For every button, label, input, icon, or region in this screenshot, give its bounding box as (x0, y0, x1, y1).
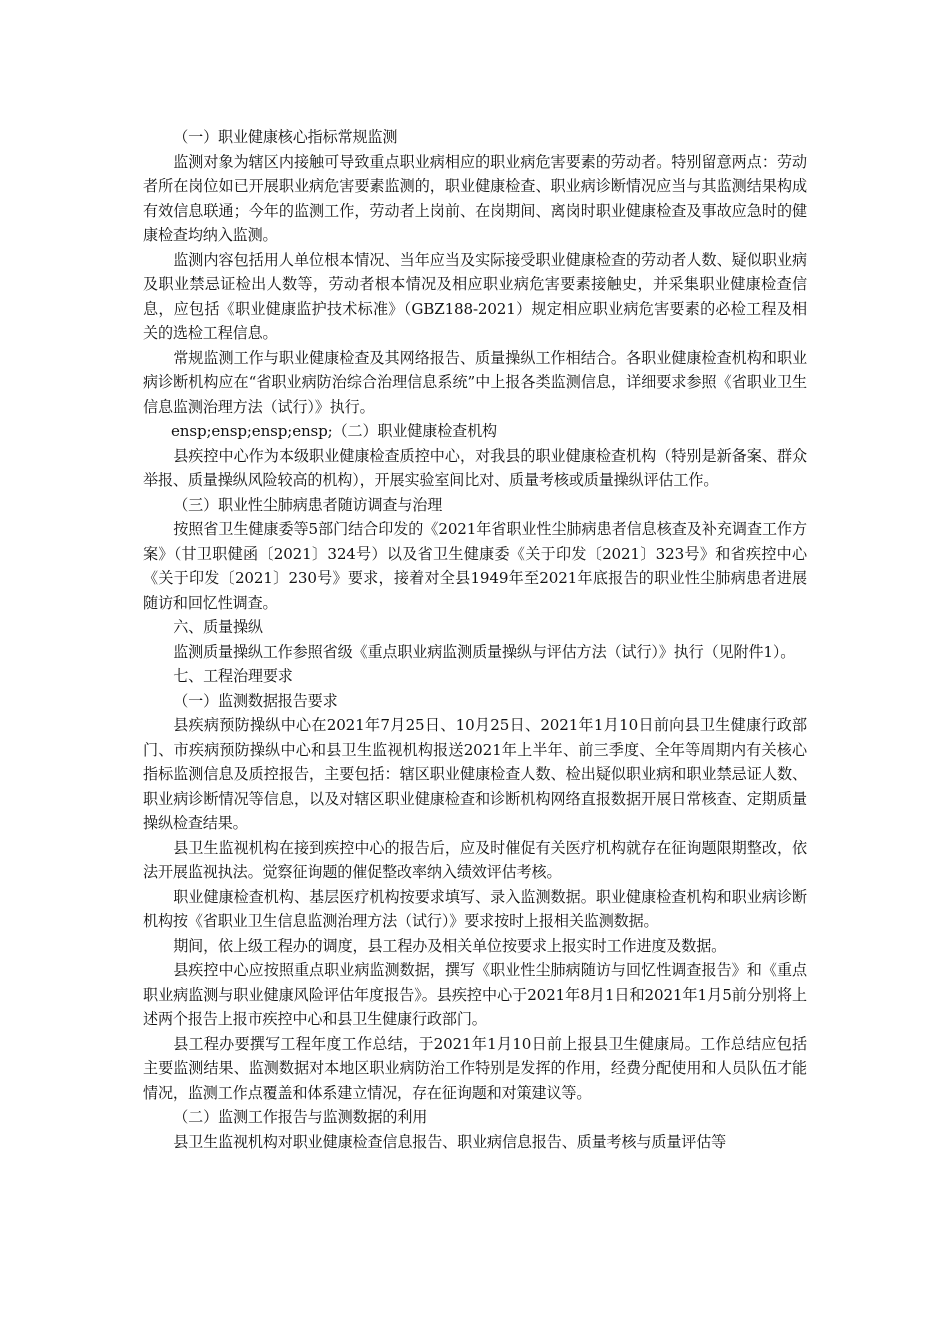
body-paragraph: 期间，依上级工程办的调度，县工程办及相关单位按要求上报实时工作进度及数据。 (173, 936, 727, 955)
body-paragraph: 县疾控中心应按照重点职业病监测数据，撰写《职业性尘肺病随访与回忆性调查报告》和《重点职业病监测与职业健康风险评估年度报告》。县疾控中心于2021年8月1日和2021年1月5前分别将上述两个报告上报市疾控中心和县卫生健康行政部门。 (143, 961, 807, 1028)
body-paragraph: 县疾病预防操纵中心在2021年7月25日、10月25日、2021年1月10日前向县卫生健康行政部门、市疾病预防操纵中心和县卫生监视机构报送2021年上半年、前三季度、全年等周期内有关核心指标监测信息及质控报告，主要包括：辖区职业健康检查人数、检出疑似职业病和职业禁忌证人数、职业病诊断情况等信息，以及对辖区职业健康检查和诊断机构网络直报数据开展日常核查、定期质量操纵检查结果。 (143, 716, 807, 832)
body-paragraph: 县工程办要撰写工程年度工作总结，于2021年1月10日前上报县卫生健康局。工作总结应包括主要监测结果、监测数据对本地区职业病防治工作特别是发挥的作用，经费分配使用和人员队伍才能情况，监测工作点覆盖和体系建立情况，存在征询题和对策建议等。 (143, 1034, 807, 1102)
body-paragraph: 常规监测工作与职业健康检查及其网络报告、质量操纵工作相结合。各职业健康检查机构和职业病诊断机构应在“省职业病防治综合治理信息系统”中上报各类监测信息，详细要求参照《省职业卫生信息监测治理方法（试行）》执行。 (143, 348, 807, 416)
section-heading: （一）监测数据报告要求 (173, 691, 338, 710)
body-paragraph: 县卫生监视机构对职业健康检查信息报告、职业病信息报告、质量考核与质量评估等 (173, 1132, 727, 1151)
body-paragraph: 职业健康检查机构、基层医疗机构按要求填写、录入监测数据。职业健康检查机构和职业病诊断机构按《省职业卫生信息监测治理方法（试行）》要求按时上报相关监测数据。 (143, 887, 807, 930)
body-paragraph: 监测内容包括用人单位根本情况、当年应当及实际接受职业健康检查的劳动者人数、疑似职业病及职业禁忌证检出人数等，劳动者根本情况及相应职业病危害要素接触史，并采集职业健康检查信息，应包括《职业健康监护技术标准》（GBZ188-2021）规定相应职业病危害要素的必检工程及相关的选检工程信息。 (143, 250, 807, 342)
section-heading: 七、工程治理要求 (173, 667, 293, 685)
section-heading: （三）职业性尘肺病患者随访调查与治理 (173, 495, 443, 514)
body-paragraph: 监测质量操纵工作参照省级《重点职业病监测质量操纵与评估方法（试行）》执行（见附件1）。 (173, 642, 796, 661)
body-paragraph: 按照省卫生健康委等5部门结合印发的《2021年省职业性尘肺病患者信息核查及补充调查工作方案》（甘卫职健函〔2021〕324号）以及省卫生健康委《关于印发〔2021〕323号》和省疾控中心《关于印发〔2021〕230号》要求，接着对全县1949年至2021年底报告的职业性尘肺病患者进展随访和回忆性调查。 (143, 520, 807, 612)
body-paragraph: 监测对象为辖区内接触可导致重点职业病相应的职业病危害要素的劳动者。特别留意两点：劳动者所在岗位如已开展职业病危害要素监测的，职业健康检查、职业病诊断情况应当与其监测结果构成有效信息联通；今年的监测工作，劳动者上岗前、在岗期间、离岗时职业健康检查及事故应急时的健康检查均纳入监测。 (143, 152, 807, 244)
section-heading: 六、质量操纵 (173, 618, 263, 636)
body-paragraph: 县疾控中心作为本级职业健康检查质控中心，对我县的职业健康检查机构（特别是新备案、群众举报、质量操纵风险较高的机构），开展实验室间比对、质量考核或质量操纵评估工作。 (143, 446, 807, 489)
section-heading: （一）职业健康核心指标常规监测 (173, 128, 398, 146)
section-heading: ensp;ensp;ensp;ensp;（二）职业健康检查机构 (171, 422, 497, 440)
section-heading: （二）监测工作报告与监测数据的利用 (173, 1108, 428, 1126)
body-paragraph: 县卫生监视机构在接到疾控中心的报告后，应及时催促有关医疗机构就存在征询题限期整改，依法开展监视执法。觉察征询题的催促整改率纳入绩效评估考核。 (143, 838, 807, 881)
document-body (143, 125, 807, 1154)
